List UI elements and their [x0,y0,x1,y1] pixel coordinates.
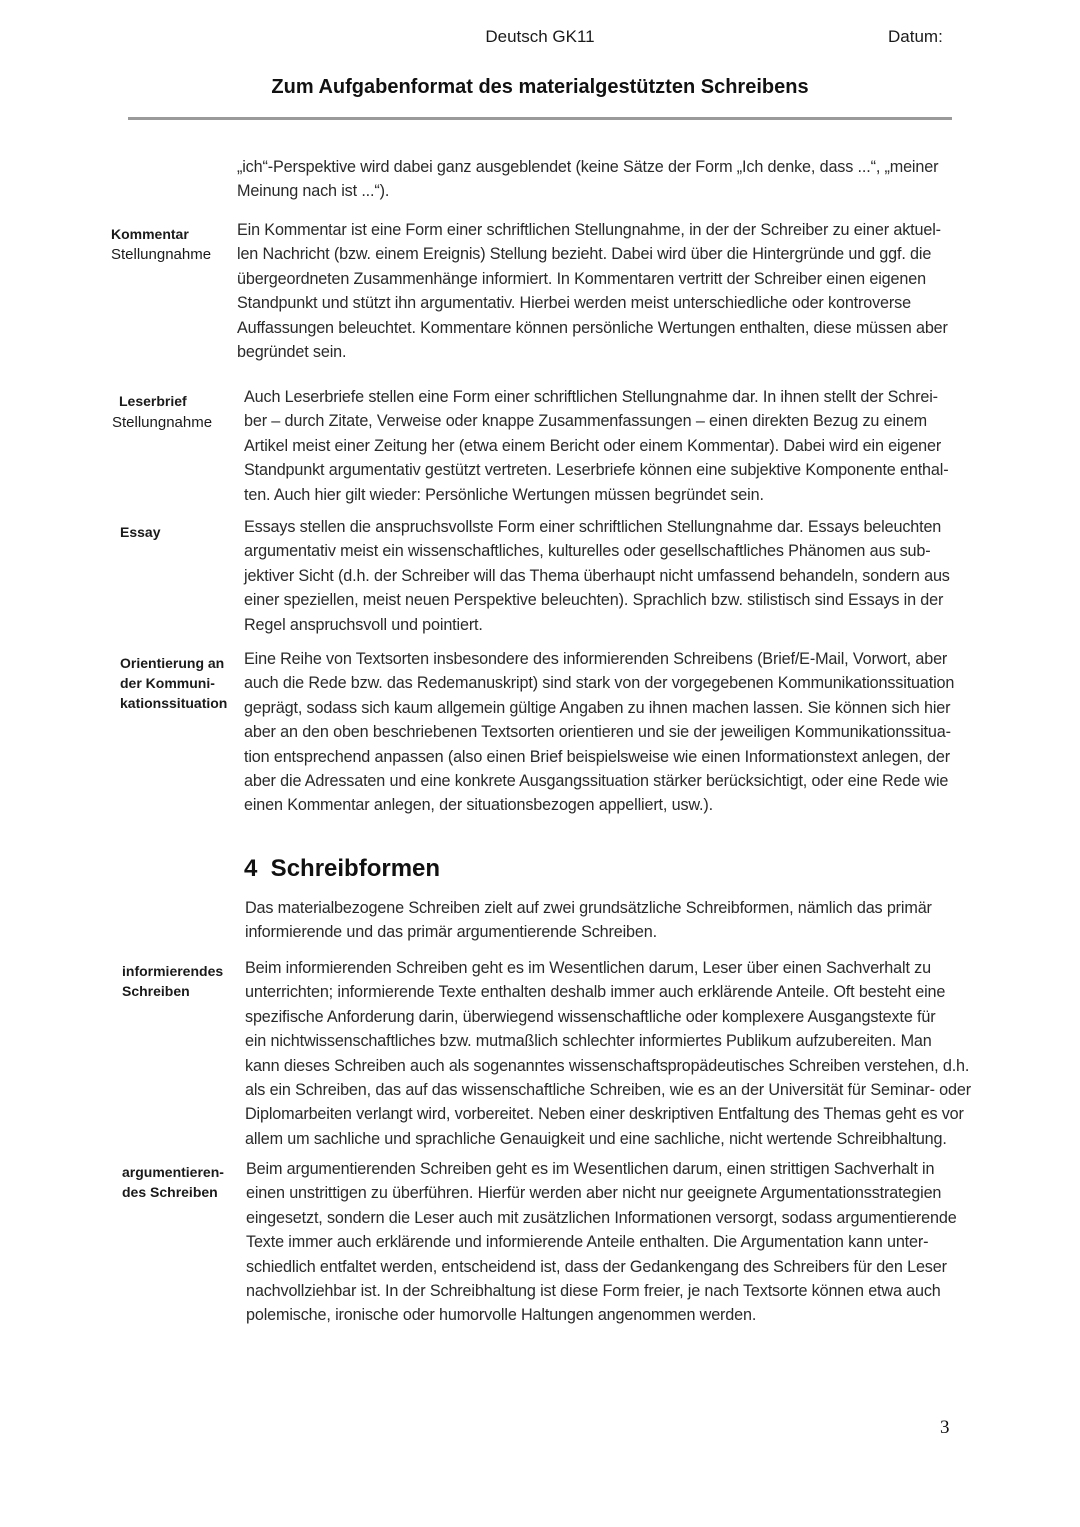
margin-label-leserbrief: Leserbrief [119,393,187,409]
continuation-paragraph: „ich“-Perspektive wird dabei ganz ausgeblendet (keine Sätze der Form „Ich denke, dass ...“, „meiner Meinung nach ist ...“). [237,158,939,201]
paragraph-informierendes: Beim informierenden Schreiben geht es im Wesentlichen darum, Leser über einen Sachverhalt zu unterrichten; informierende Texte enthalten deshalb immer auch erklärende Anteile. Oft besteht eine spezifische Anforderung darin, überwiegend wissenschaftliche oder komplexere Ausgangstexte für ein nichtwissenschaftliches bzw. mutmaßlich schlechter informiertes Publikum aufzubereiten. Man kann dieses Schreiben auch als sogenanntes wissenschaftspropädeutisches Schreiben verstehen, d.h. als ein Schreiben, das auf das wissenschaftliche Schreiben, wie es an der Universität für Seminar- oder Diplomarbeiten verlangt wird, vorbereitet. Neben einer deskriptiven Entfaltung des Themas geht es vor allem um sachliche und sprachliche Genauigkeit und eine sachliche, nicht wertende Schreibhaltung. [245,959,971,1148]
margin-label-essay: Essay [120,524,161,540]
section-heading: 4 Schreibformen [244,855,441,882]
paragraph-argumentierendes: Beim argumentierenden Schreiben geht es im Wesentlichen darum, einen strittigen Sachverhalt in einen unstrittigen zu überführen. Hierfür werden aber nicht nur geeignete Argumentationsstrategien eingesetzt, sondern die Leser auch mit zusätzlichen Informationen versorgt, sodass argumentierende Texte immer auch erklärende und informierende Anteile enthalten. Die Argumentation kann unter- schiedlich entfaltet werden, entscheidend ist, dass der Gedankengang des Schreibers für den Leser nachvollziehbar ist. In der Schreibhaltung ist diese Form freier, je nach Textsorte können etwa auch polemische, ironische oder humorvolle Haltungen angenommen werden. [246,1160,957,1325]
page-number: 3 [940,1417,950,1438]
section-intro: Das materialbezogene Schreiben zielt auf zwei grundsätzliche Schreibformen, nämlich das primär informierende und das primär argumentierende Schreiben. [245,899,932,942]
paragraph-essay: Essays stellen die anspruchsvollste Form einer schriftlichen Stellungnahme dar. Essays beleuchten argumentativ meist ein wissenschaftliches, kulturelles oder gesellschaftliches Phänomen aus sub- jektiver Sicht (d.h. der Schreiber will das Thema überhaupt nicht umfassend behandeln, sondern aus einer speziellen, meist neuen Perspektive beleuchten). Sprachlich bzw. stilistisch sind Essays in der Regel anspruchsvoll und pointiert. [244,518,950,634]
paragraph-leserbrief: Auch Leserbriefe stellen eine Form einer schriftlichen Stellungnahme dar. In ihnen stellt der Schrei- ber – durch Zitate, Verweise oder knappe Zusammenfassungen – einen direkten Bezug zu einem Artikel meist einer Zeitung her (etwa einem Bericht oder einem Kommentar). Dabei wird ein eigener Standpunkt argumentativ gestützt vertreten. Leserbriefe können eine subjektive Komponente enthal- ten. Auch hier gilt wieder: Persönliche Wertungen müssen begründet sein. [244,388,949,504]
margin-label-leserbrief-sub: Stellungnahme [112,414,213,431]
header-divider [128,117,952,120]
margin-label-orientierung: Orientierung an der Kommuni- kationssituation [120,655,228,711]
paragraph-orientierung: Eine Reihe von Textsorten insbesondere des informierenden Schreibens (Brief/E-Mail, Vorwort, aber auch die Rede bzw. das Redemanuskript) sind stark von der vorgegebenen Kommunikationssituation geprägt, sodass sich kaum allgemein gültige Angaben zu ihnen machen lassen. Sie können sich hier aber an den oben beschriebenen Textsorten orientieren und sie der jeweiligen Kommunikationssitua- tion entsprechend anpassen (also einen Brief beispielsweise wie einen Informationstext anlegen, der aber die Adressaten und eine konkrete Ausgangssituation stärker berücksichtigt, oder eine Rede wie einen Kommentar anlegen, der situationsbezogen appelliert, usw.). [244,650,955,815]
page-title: Zum Aufgabenformat des materialgestützten Schreibens [271,76,809,98]
date-label: Datum: [888,27,943,46]
margin-label-informierendes: informierendes Schreiben [122,963,224,999]
course-name: Deutsch GK11 [485,27,595,46]
margin-label-kommentar: Kommentar Stellungnahme [111,226,212,263]
paragraph-kommentar: Ein Kommentar ist eine Form einer schriftlichen Stellungnahme, in der der Schreiber zu einer aktuel- len Nachricht (bzw. einem Ereignis) Stellung bezieht. Dabei wird über die Hintergründe und ggf. die übergeordneten Zusammenhänge informiert. In Kommentaren vertritt der Schreiber einen eigenen Standpunkt und stützt ihn argumentativ. Hierbei werden meist unterschiedliche oder kontroverse Auffassungen beleuchtet. Kommentare können persönliche Wertungen enthalten, diese müssen aber begründet sein. [237,221,948,362]
margin-label-argumentierendes: argumentieren- des Schreiben [122,1164,224,1200]
